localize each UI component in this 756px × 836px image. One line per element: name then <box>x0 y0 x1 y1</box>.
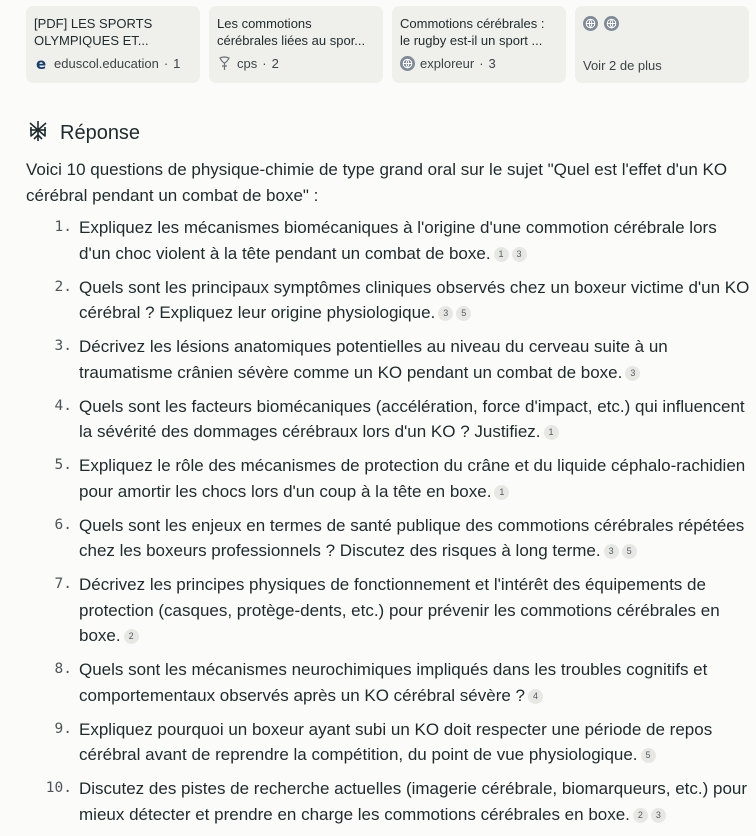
source-card[interactable] <box>392 6 566 83</box>
source-index: 3 <box>488 56 496 71</box>
citation-badge[interactable]: 5 <box>622 544 637 559</box>
question-number: 3. <box>54 338 72 354</box>
citation-badge[interactable]: 2 <box>124 629 139 644</box>
citation-badge[interactable]: 4 <box>528 689 543 704</box>
question-item <box>26 453 752 504</box>
question-text: Discutez des pistes de recherche actuelles (imagerie cérébrale, biomarqueurs, etc.) pour mieux détecter et prendre en charge les commotions cérébrales en boxe. <box>79 779 748 824</box>
question-text: Expliquez pourquoi un boxeur ayant subi un KO doit respecter une période de repos cérébral avant de reprendre la compétition, du point de vue physiologique. <box>79 719 713 764</box>
source-index: 1 <box>173 56 181 71</box>
question-number: 2. <box>54 278 72 295</box>
question-item <box>26 513 752 564</box>
more-sources-icons <box>583 16 741 31</box>
citation-badge[interactable]: 3 <box>512 247 527 262</box>
source-meta <box>34 56 180 71</box>
citation-badge[interactable]: 3 <box>651 808 666 823</box>
source-site: eduscol.education <box>54 56 159 71</box>
citation-badge[interactable]: 3 <box>438 306 453 321</box>
question-item <box>26 215 752 266</box>
answer-intro: Voici 10 questions de physique-chimie de type grand oral sur le sujet "Quel est l'effet d'un KO cérébral pendant un combat de boxe" : <box>26 160 728 205</box>
source-meta <box>217 56 279 71</box>
question-text: Décrivez les lésions anatomiques potentielles au niveau du cerveau suite à un traumatisme crânien sévère comme un KO pendant un combat de boxe. <box>79 337 668 382</box>
source-site: cps <box>237 56 258 71</box>
answer-logo-icon <box>26 119 50 148</box>
question-item <box>26 572 752 649</box>
question-item <box>26 776 752 827</box>
question-number: 8. <box>54 661 72 677</box>
question-number: 5. <box>54 457 72 473</box>
question-number: 10. <box>45 780 72 796</box>
question-item <box>26 334 752 385</box>
answer-header <box>26 119 140 148</box>
question-text: Expliquez les mécanismes biomécaniques à l'origine d'une commotion cérébrale lors d'un choc violent à la tête pendant un combat de boxe. <box>79 218 717 263</box>
source-card[interactable] <box>209 6 383 83</box>
source-site: exploreur <box>420 56 475 71</box>
citation-badge[interactable]: 5 <box>456 306 471 321</box>
citation-badge[interactable]: 2 <box>633 808 648 823</box>
question-number: 1. <box>54 219 72 235</box>
source-dot: · <box>262 56 267 71</box>
question-text: Quels sont les mécanismes neurochimiques impliqués dans les troubles cognitifs et comportementaux observés après un KO cérébral sévère ? <box>79 660 708 705</box>
source-meta <box>400 56 496 71</box>
source-card[interactable] <box>26 6 200 83</box>
question-text: Quels sont les enjeux en termes de santé publique des commotions cérébrales répétées chez les boxeurs professionnels ? Discutez des risques à long terme. <box>79 515 745 560</box>
source-dot: · <box>479 56 484 71</box>
more-sources-label: Voir 2 de plus <box>583 58 662 73</box>
question-item <box>26 717 752 768</box>
question-number: 6. <box>54 516 72 533</box>
source-title: Commotions cérébrales : le rugby est-il un sport ... <box>400 16 545 48</box>
question-number: 4. <box>54 397 72 414</box>
question-item <box>26 657 752 708</box>
question-item <box>26 394 752 445</box>
globe-icon <box>604 16 619 31</box>
question-number: 9. <box>54 720 72 737</box>
question-text: Quels sont les facteurs biomécaniques (accélération, force d'impact, etc.) qui influencent la sévérité des dommages cérébraux lors d'un KO ? Justifiez. <box>79 396 745 441</box>
globe-icon <box>583 16 598 31</box>
more-sources-card[interactable] <box>575 6 749 83</box>
source-title: [PDF] LES SPORTS OLYMPIQUES ET... <box>34 16 153 48</box>
sources-row <box>26 6 749 83</box>
leaf-logo-icon <box>217 56 232 71</box>
edge-e-icon <box>34 56 49 71</box>
source-dot: · <box>163 56 169 71</box>
citation-badge[interactable]: 3 <box>625 366 640 381</box>
question-text: Expliquez le rôle des mécanismes de protection du crâne et du liquide céphalo-rachidien pour amortir les chocs lors d'un coup à la tête en boxe. <box>79 456 746 501</box>
question-number: 7. <box>54 576 72 592</box>
question-list <box>26 215 752 836</box>
answer-heading: Réponse <box>60 122 141 144</box>
citation-badge[interactable]: 5 <box>641 748 656 763</box>
citation-badge[interactable]: 1 <box>494 247 509 262</box>
globe-icon <box>400 56 415 71</box>
citation-badge[interactable]: 1 <box>494 485 509 500</box>
svg-text:e: e <box>35 56 46 71</box>
source-title: Les commotions cérébrales liées au spor... <box>217 16 366 48</box>
question-text: Décrivez les principes physiques de fonctionnement et l'intérêt des équipements de protection (casques, protège-dents, etc.) pour prévenir les commotions cérébrales en boxe. <box>79 575 720 645</box>
citation-badge[interactable]: 1 <box>544 425 559 440</box>
question-item <box>26 275 752 326</box>
source-index: 2 <box>271 56 279 71</box>
citation-badge[interactable]: 3 <box>604 544 619 559</box>
question-text: Quels sont les principaux symptômes cliniques observés chez un boxeur victime d'un KO cérébral ? Expliquez leur origine physiologique. <box>79 277 750 322</box>
